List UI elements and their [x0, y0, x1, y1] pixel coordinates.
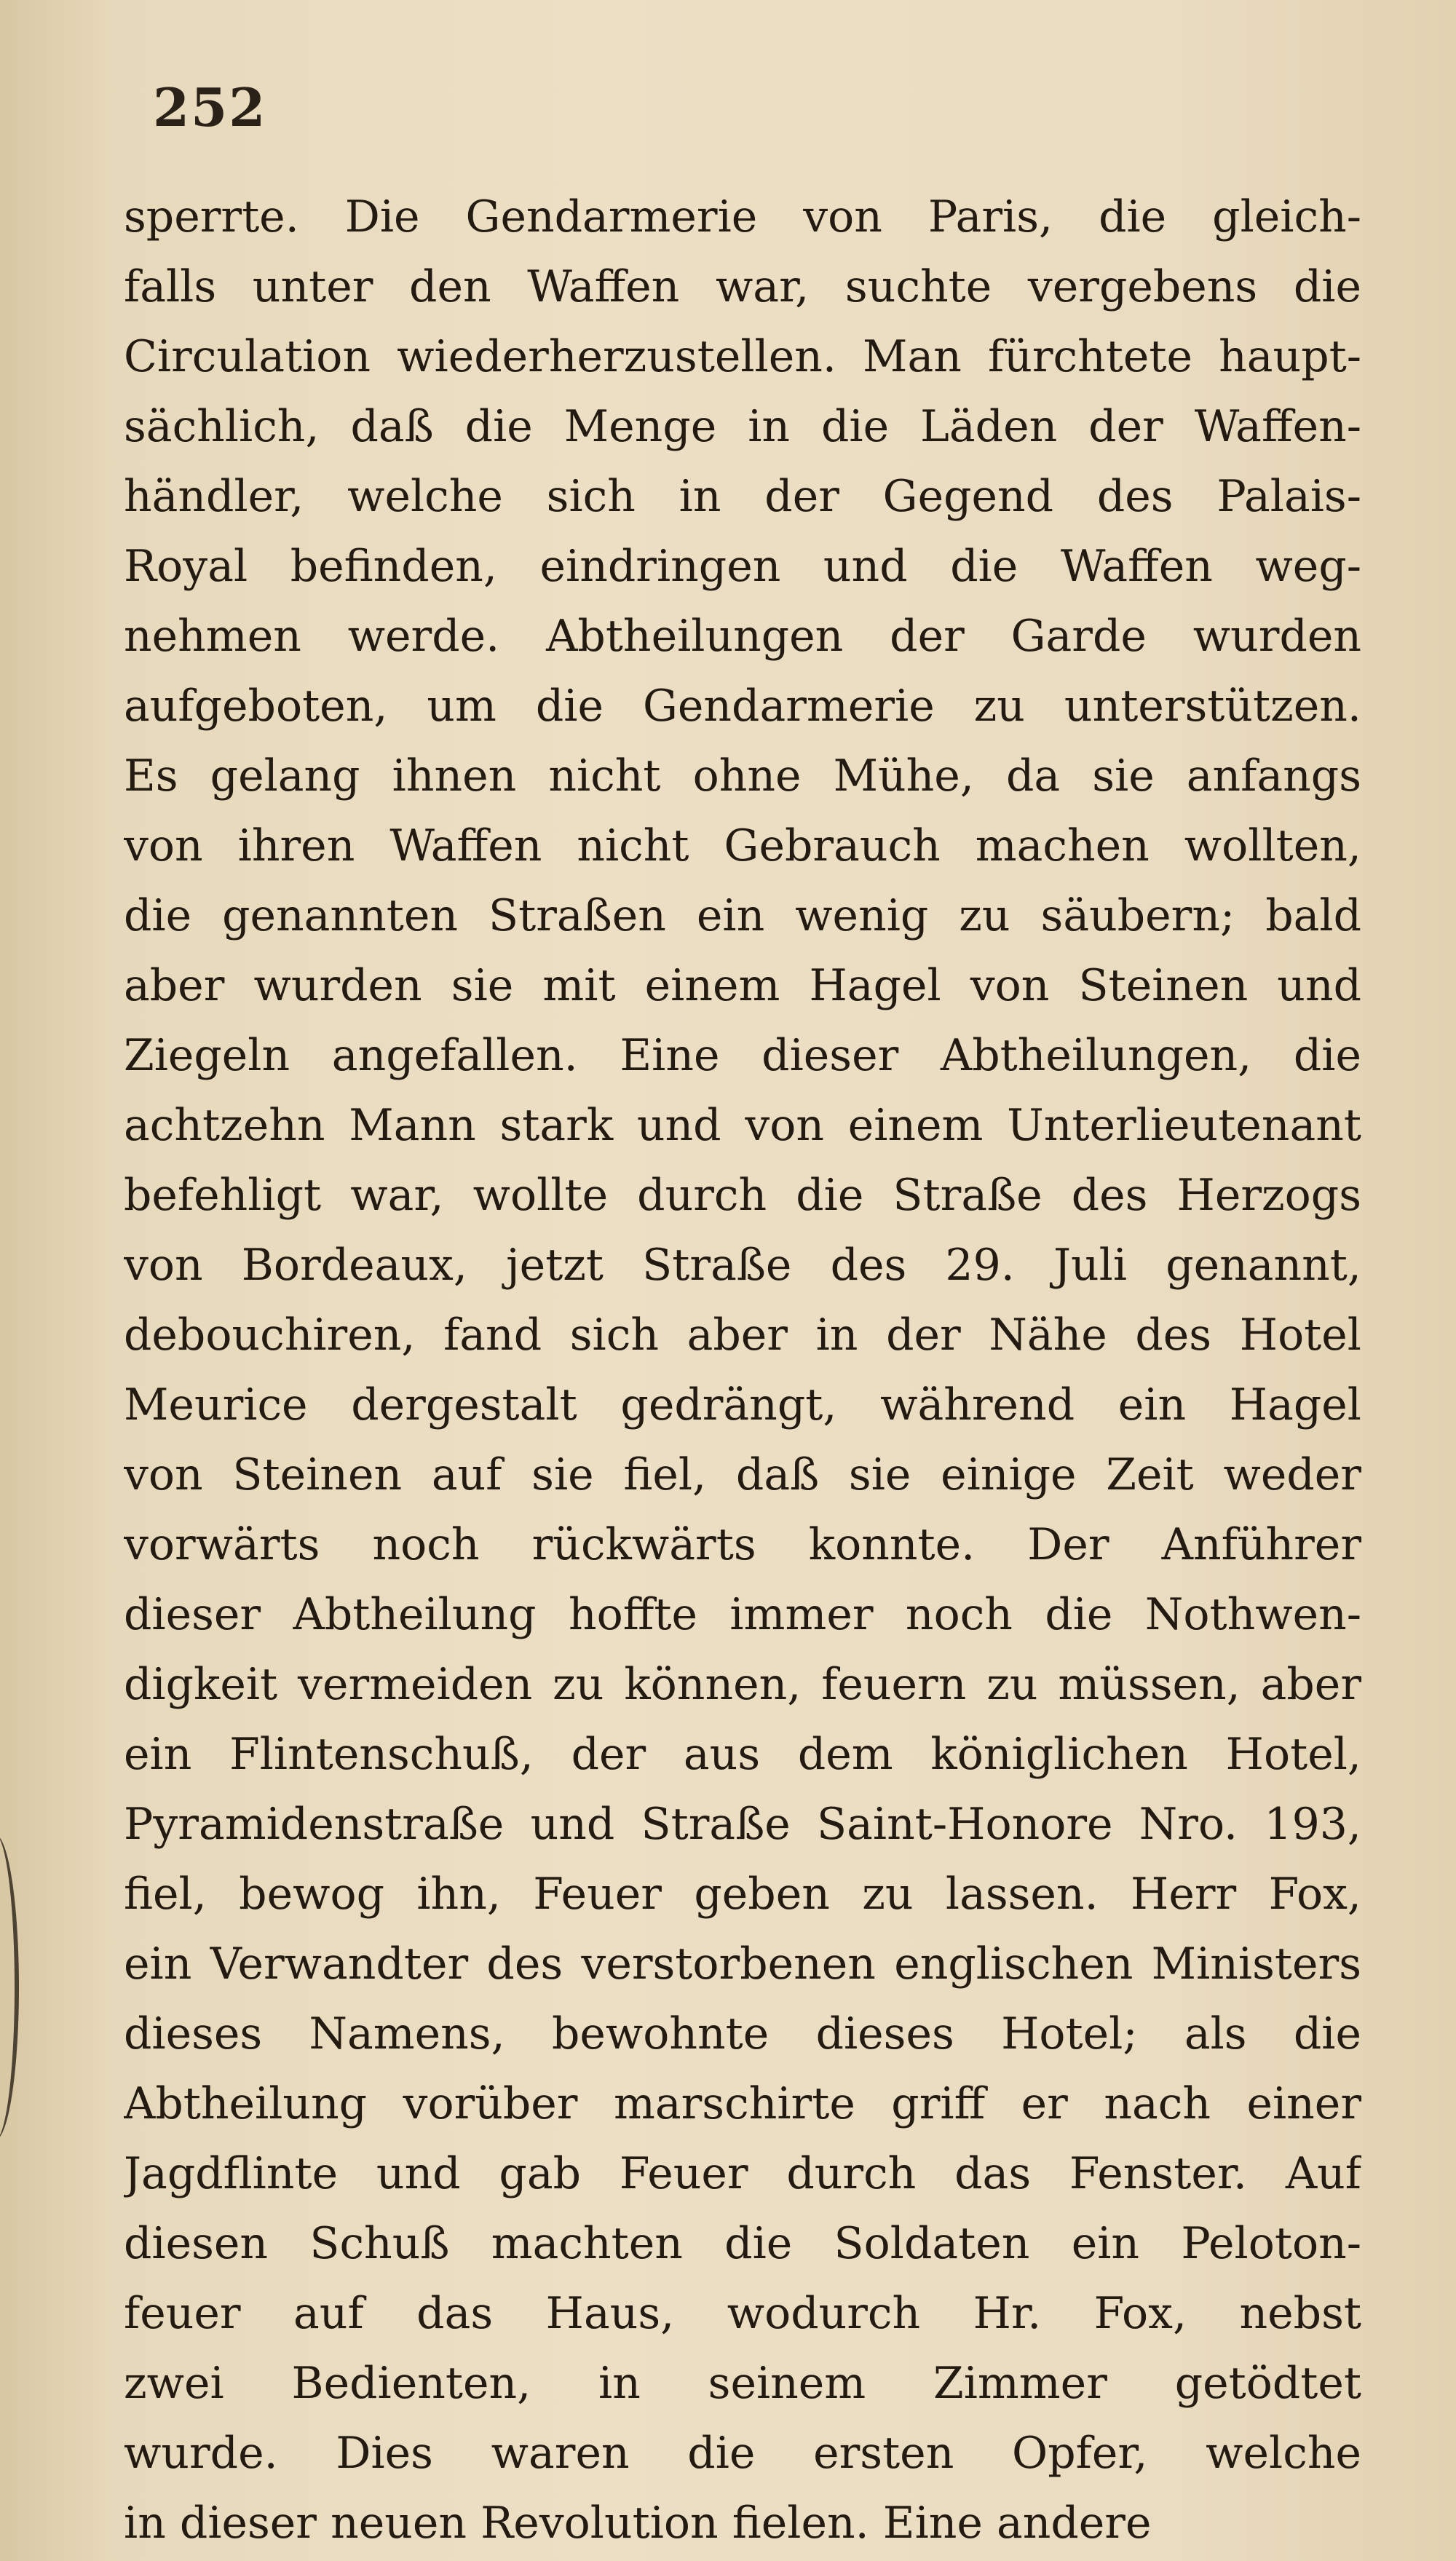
text-line: sperrte. Die Gendarmerie von Paris, die gleich- [124, 191, 1361, 242]
text-line: dieser Abtheilung hoffte immer noch die Nothwen- [124, 1589, 1361, 1640]
text-line: Pyramidenstraße und Straße Saint-Honore Nro. 193, [124, 1799, 1361, 1850]
text-line: digkeit vermeiden zu können, feuern zu müssen, aber [124, 1659, 1361, 1710]
text-line: Royal befinden, eindringen und die Waffen weg- [124, 541, 1361, 592]
text-line: falls unter den Waffen war, suchte vergebens die [124, 261, 1361, 312]
text-line: aufgeboten, um die Gendarmerie zu unterstützen. [124, 681, 1361, 732]
text-line: feuer auf das Haus, wodurch Hr. Fox, nebst [124, 2288, 1361, 2339]
text-line: von Bordeaux, jetzt Straße des 29. Juli genannt, [124, 1240, 1361, 1291]
text-line: Ziegeln angefallen. Eine dieser Abtheilungen, die [124, 1030, 1361, 1081]
text-line: händler, welche sich in der Gegend des Palais- [124, 471, 1361, 522]
text-line: wurde. Dies waren die ersten Opfer, welche [124, 2428, 1361, 2479]
text-line: ein Flintenschuß, der aus dem königlichen Hotel, [124, 1729, 1361, 1780]
text-line: nehmen werde. Abtheilungen der Garde wurden [124, 611, 1361, 662]
text-line: achtzehn Mann stark und von einem Unterlieutenant [124, 1100, 1361, 1151]
text-line: von Steinen auf sie fiel, daß sie einige Zeit weder [124, 1449, 1361, 1500]
page-number: 252 [153, 76, 267, 138]
text-line: ein Verwandter des verstorbenen englischen Ministers [124, 1939, 1361, 1990]
text-line: aber wurden sie mit einem Hagel von Steinen und [124, 960, 1361, 1011]
text-line: Jagdflinte und gab Feuer durch das Fenster. Auf [124, 2148, 1361, 2199]
text-line: Es gelang ihnen nicht ohne Mühe, da sie anfangs [124, 751, 1361, 801]
text-line: Abtheilung vorüber marschirte griff er nach einer [124, 2078, 1361, 2129]
text-line: vorwärts noch rückwärts konnte. Der Anführer [124, 1519, 1361, 1570]
body-text [124, 182, 1361, 2558]
text-line: die genannten Straßen ein wenig zu säubern; bald [124, 890, 1361, 941]
text-line: befehligt war, wollte durch die Straße des Herzogs [124, 1170, 1361, 1221]
text-line: fiel, bewog ihn, Feuer geben zu lassen. Herr Fox, [124, 1869, 1361, 1920]
text-line: Meurice dergestalt gedrängt, während ein Hagel [124, 1380, 1361, 1430]
text-line: von ihren Waffen nicht Gebrauch machen wollten, [124, 820, 1361, 871]
text-line: sächlich, daß die Menge in die Läden der Waffen- [124, 401, 1361, 452]
text-line: in dieser neuen Revolution fielen. Eine andere [124, 2498, 1152, 2549]
text-line: debouchiren, fand sich aber in der Nähe des Hotel [124, 1310, 1361, 1361]
text-line: Circulation wiederherzustellen. Man fürchtete haupt- [124, 331, 1361, 382]
text-line: zwei Bedienten, in seinem Zimmer getödtet [124, 2358, 1361, 2409]
text-line: diesen Schuß machten die Soldaten ein Peloton- [124, 2218, 1361, 2269]
text-line: dieses Namens, bewohnte dieses Hotel; als die [124, 2008, 1361, 2059]
binding-shadow [0, 1834, 19, 2140]
